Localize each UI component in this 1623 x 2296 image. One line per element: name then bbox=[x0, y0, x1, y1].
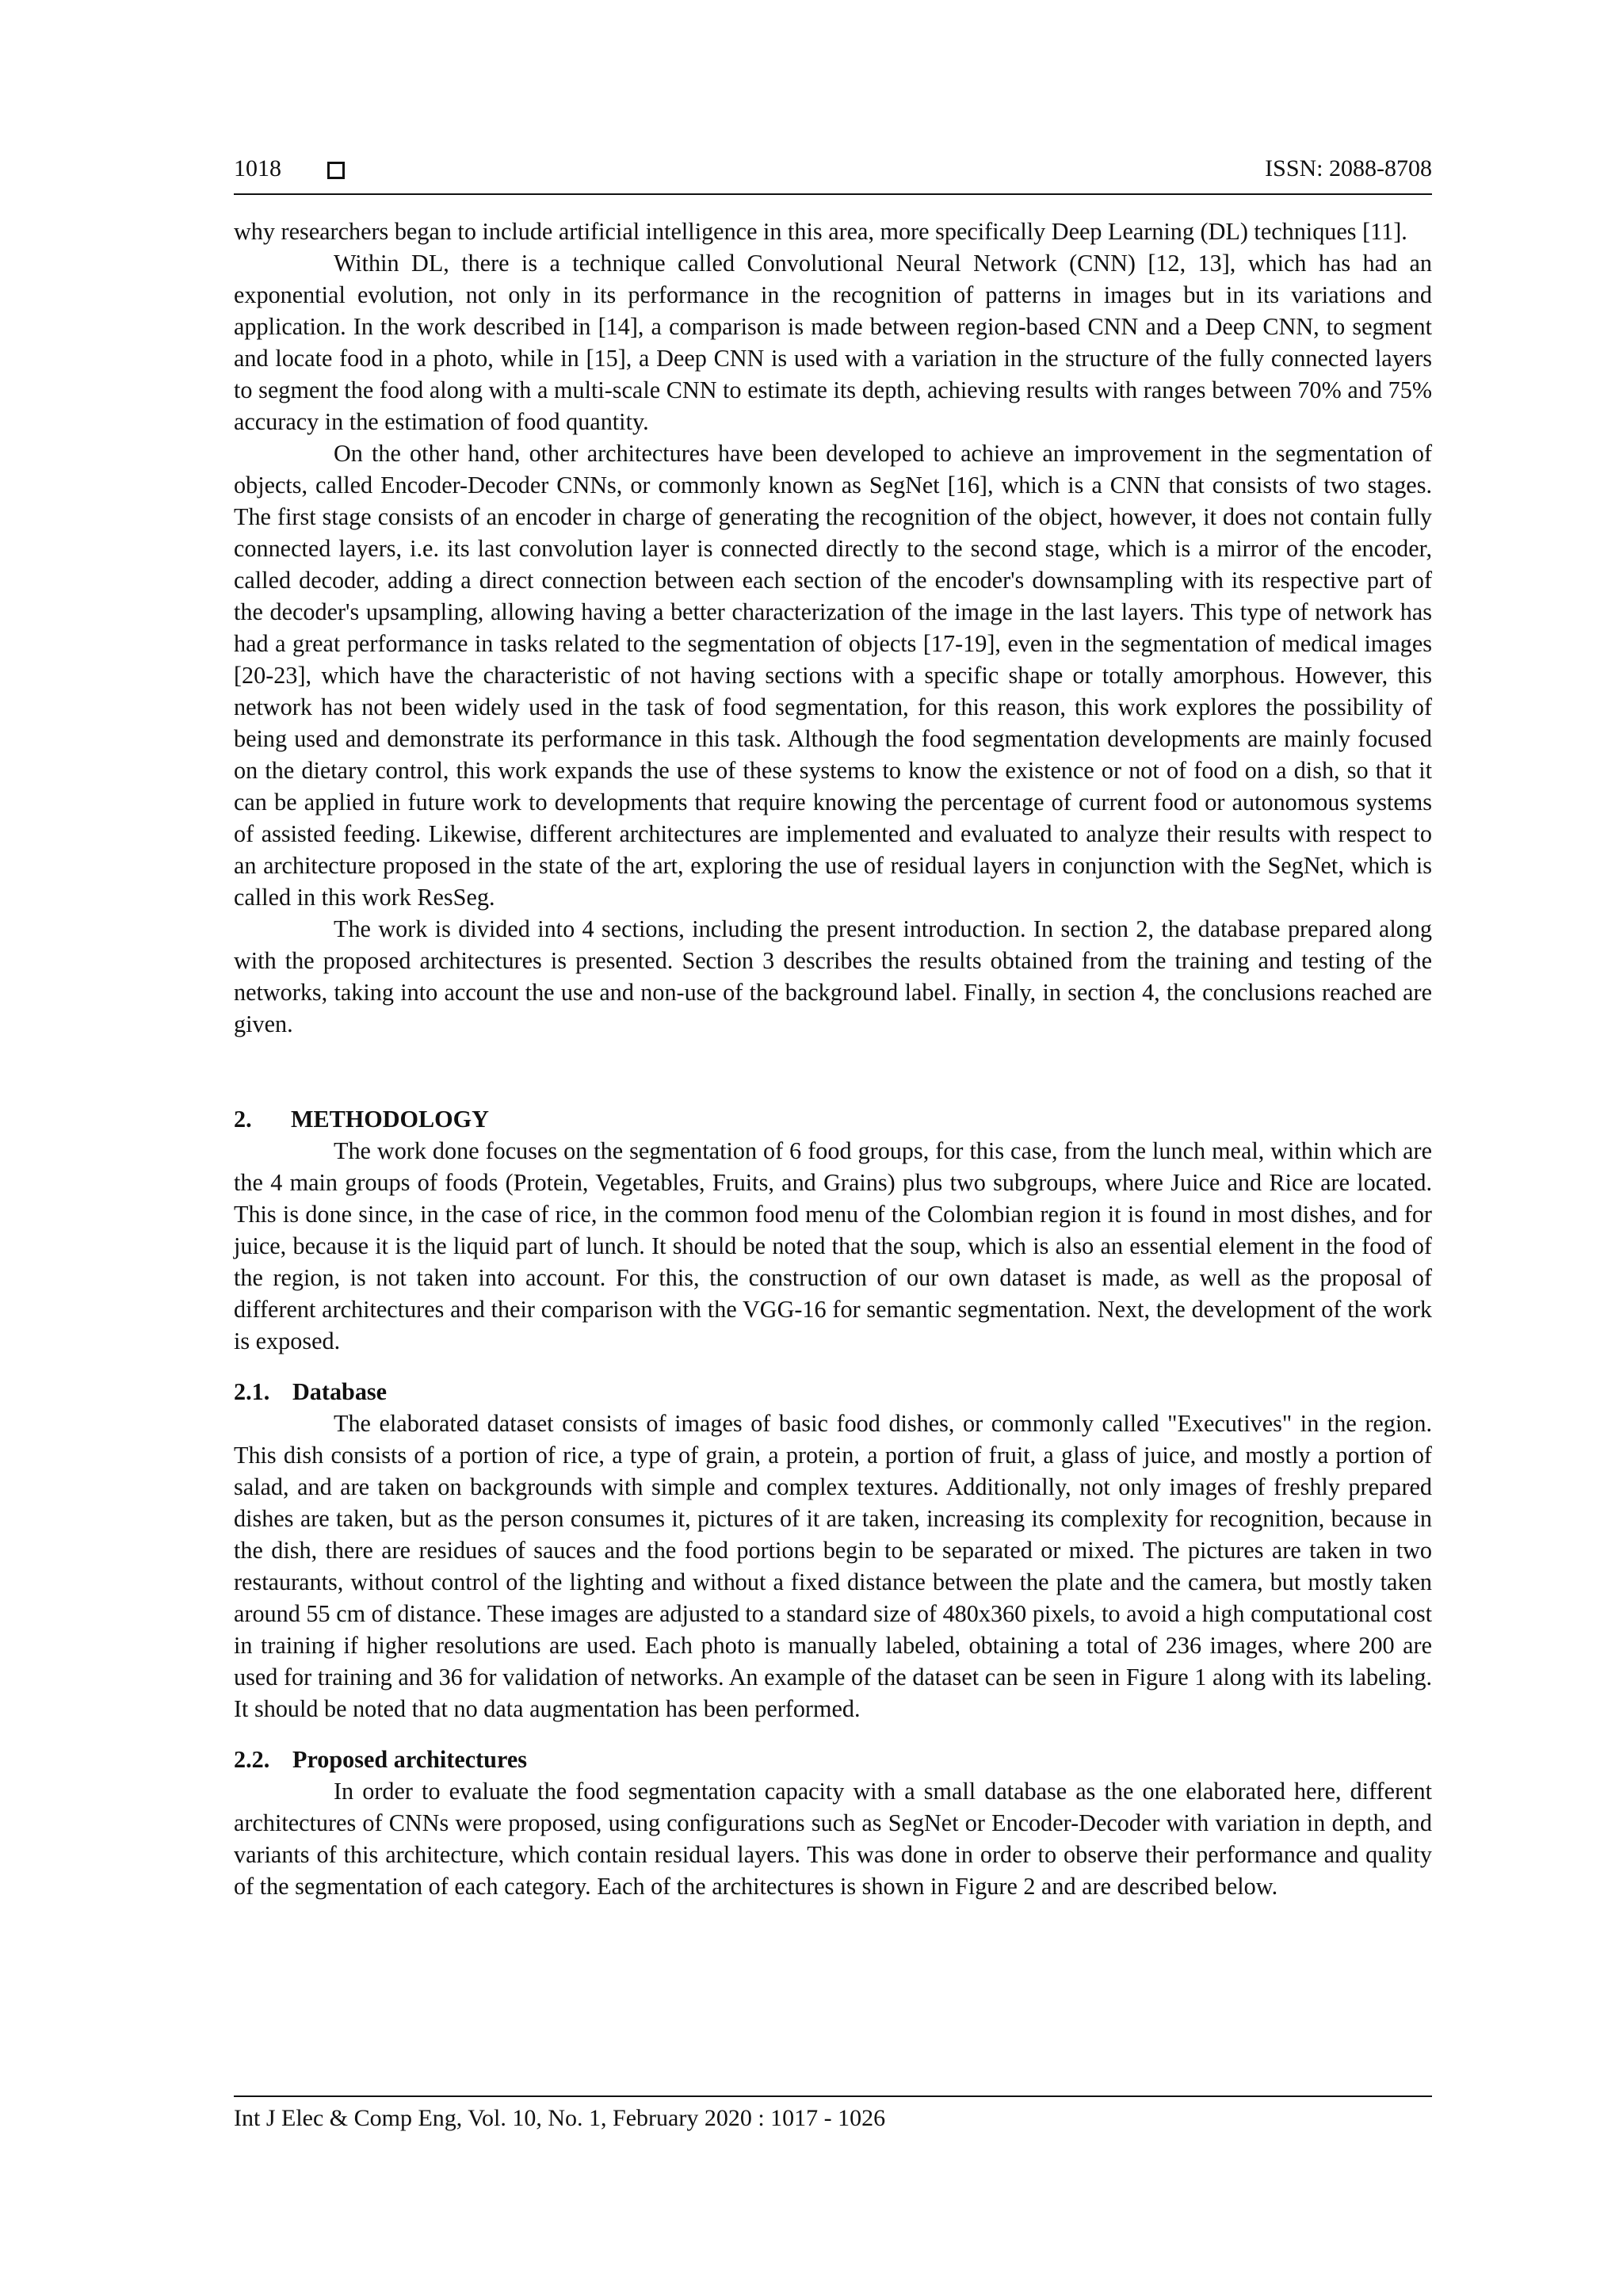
subsection-heading bbox=[234, 1744, 1432, 1775]
page-header bbox=[234, 155, 1432, 195]
subsection-number: 2.2. bbox=[234, 1746, 270, 1773]
header-rule bbox=[234, 193, 1432, 195]
spacer bbox=[234, 1725, 1432, 1744]
section-heading bbox=[234, 1103, 1432, 1135]
paragraph: On the other hand, other architectures have been developed to achieve an improvement in the segmentation of objects, called Encoder-Decoder CNNs, or commonly known as SegNet [16], which is a CNN that consists of two stages. The first stage consists of an encoder in charge of generating the recognition of the object, however, it does not contain fully connected layers, i.e. its last convolution layer is connected directly to the second stage, which is a mirror of the encoder, called decoder, adding a direct connection between each section of the encoder's downsampling with its respective part of the decoder's upsampling, allowing having a better characterization of the image in the last layers. This type of network has had a great performance in tasks related to the segmentation of objects [17-19], even in the segmentation of medical images [20-23], which have the characteristic of not having sections with a specific shape or totally amorphous. However, this network has not been widely used in the task of food segmentation, for this reason, this work explores the possibility of being used and demonstrate its performance in this task. Although the food segmentation developments are mainly focused on the dietary control, this work expands the use of these systems to know the existence or not of food on a dish, so that it can be applied in future work to developments that require knowing the percentage of current food or autonomous systems of assisted feeding. Likewise, different architectures are implemented and evaluated to analyze their results with respect to an architecture proposed in the state of the art, exploring the use of residual layers in conjunction with the SegNet, which is called in this work ResSeg. bbox=[234, 440, 1432, 911]
spacer bbox=[234, 1357, 1432, 1376]
journal-citation: Int J Elec & Comp Eng, Vol. 10, No. 1, February 2020 : 1017 - 1026 bbox=[234, 2105, 886, 2131]
spacer bbox=[234, 1040, 1432, 1103]
subsection-title: Proposed architectures bbox=[292, 1746, 527, 1773]
subsection-heading bbox=[234, 1376, 1432, 1408]
subsection-title: Database bbox=[292, 1378, 388, 1405]
paragraph: Within DL, there is a technique called Convolutional Neural Network (CNN) [12, 13], which has had an exponential evolution, not only in its performance in the recognition of patterns in images but in its variations and application. In the work described in [14], a comparison is made between region-based CNN and a Deep CNN, to segment and locate food in a photo, while in [15], a Deep CNN is used with a variation in the structure of the fully connected layers to segment the food along with a multi-scale CNN to estimate its depth, achieving results with ranges between 70% and 75% accuracy in the estimation of food quantity. bbox=[234, 250, 1432, 435]
page-number: 1018 bbox=[234, 155, 281, 181]
section-number: 2. bbox=[234, 1106, 252, 1133]
paragraph: The work is divided into 4 sections, including the present introduction. In section 2, the database prepared along with the proposed architectures is presented. Section 3 describes the results obtained from the training and testing of the networks, taking into account the use and non-use of the background label. Finally, in section 4, the conclusions reached are given. bbox=[234, 915, 1432, 1037]
paragraph: In order to evaluate the food segmentation capacity with a small database as the one elaborated here, different architectures of CNNs were proposed, using configurations such as SegNet or Encoder-Decoder with variation in depth, and variants of this architecture, which contain residual layers. This was done in order to observe their performance and quality of the segmentation of each category. Each of the architectures is shown in Figure 2 and are described below. bbox=[234, 1778, 1432, 1900]
footer-rule bbox=[234, 2095, 1432, 2097]
square-bullet-icon bbox=[327, 162, 345, 179]
subsection-number: 2.1. bbox=[234, 1378, 270, 1405]
paragraph: why researchers began to include artificial intelligence in this area, more specifically Deep Learning (DL) techniques [11]. bbox=[234, 218, 1407, 245]
section-title: METHODOLOGY bbox=[291, 1106, 489, 1133]
issn: ISSN: 2088-8708 bbox=[1265, 155, 1432, 181]
paragraph: The work done focuses on the segmentation of 6 food groups, for this case, from the lunch meal, within which are the 4 main groups of foods (Protein, Vegetables, Fruits, and Grains) plus two subgroups, where Juice and Rice are located. This is done since, in the case of rice, in the common food menu of the Colombian region it is found in most dishes, and for juice, because it is the liquid part of lunch. It should be noted that the soup, which is also an essential element in the food of the region, is not taken into account. For this, the construction of our own dataset is made, as well as the proposal of different architectures and their comparison with the VGG-16 for semantic segmentation. Next, the development of the work is exposed. bbox=[234, 1137, 1432, 1354]
body-text bbox=[234, 216, 1432, 1902]
paragraph: The elaborated dataset consists of images of basic food dishes, or commonly called "Executives" in the region. This dish consists of a portion of rice, a type of grain, a protein, a portion of fruit, a glass of juice, and mostly a portion of salad, and are taken on backgrounds with simple and complex textures. Additionally, not only images of freshly prepared dishes are taken, but as the person consumes it, pictures of it are taken, increasing its complexity for recognition, because in the dish, there are residues of sauces and the food portions begin to be separated or mixed. The pictures are taken in two restaurants, without control of the lighting and without a fixed distance between the plate and the camera, but mostly taken around 55 cm of distance. These images are adjusted to a standard size of 480x360 pixels, to avoid a high computational cost in training if higher resolutions are used. Each photo is manually labeled, obtaining a total of 236 images, where 200 are used for training and 36 for validation of networks. An example of the dataset can be seen in Figure 1 along with its labeling. It should be noted that no data augmentation has been performed. bbox=[234, 1410, 1432, 1722]
